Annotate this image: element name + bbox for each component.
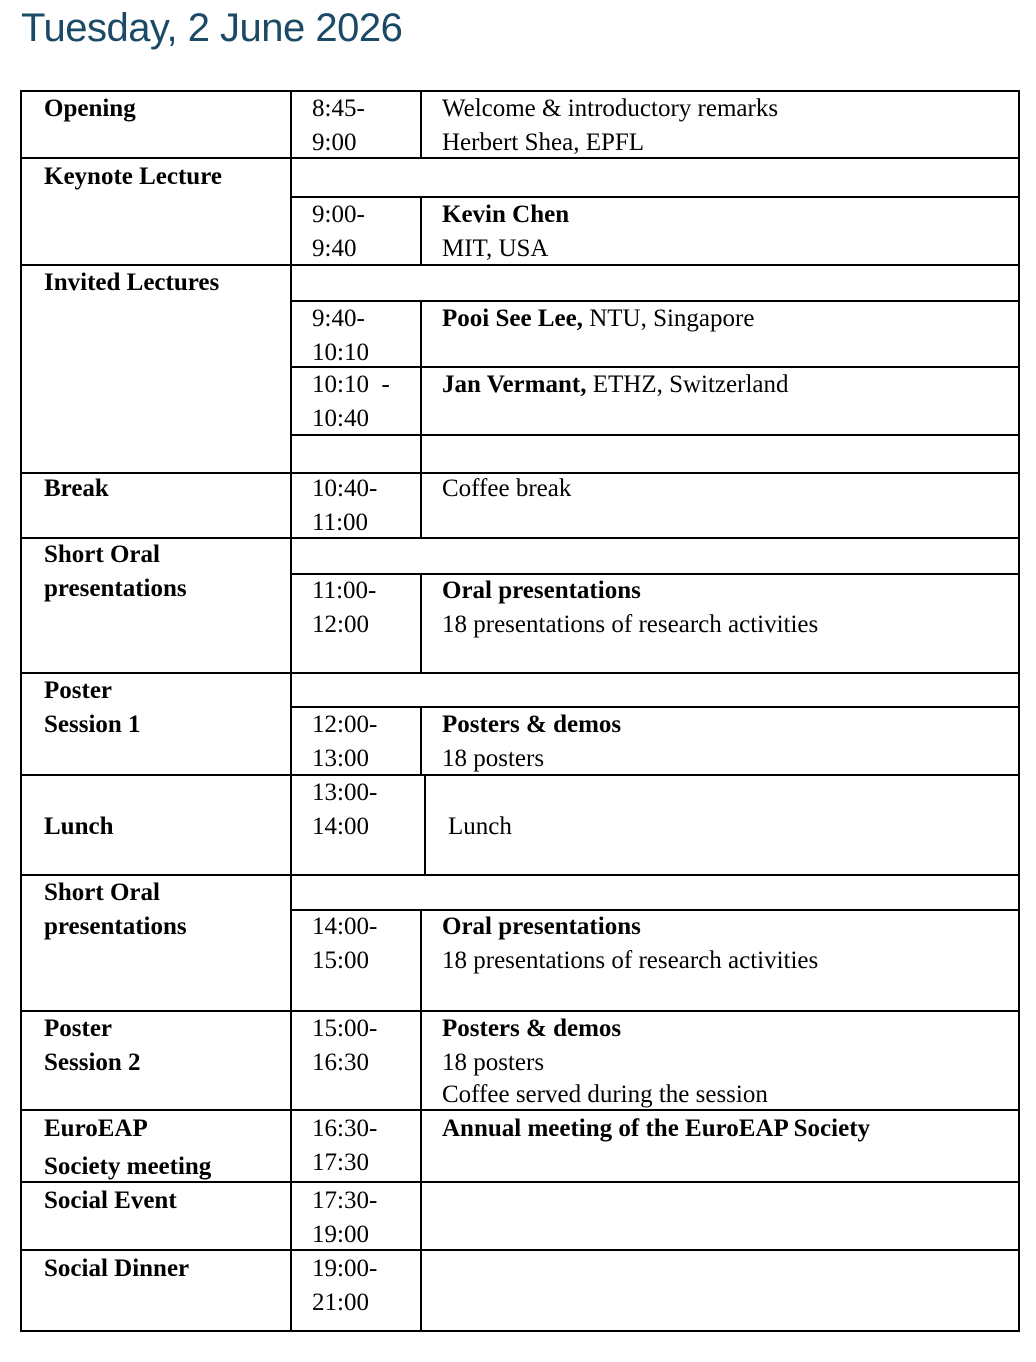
time-start: 9:00- [312, 201, 365, 228]
time-start: 13:00- [312, 779, 378, 806]
table-border-left [20, 90, 22, 1332]
session-label: presentations [44, 913, 187, 940]
column-divider-time [420, 909, 422, 1332]
session-description: 18 presentations of research activities [442, 947, 819, 974]
speaker-affiliation: ETHZ, Switzerland [586, 371, 789, 398]
time-start: 17:30- [312, 1187, 378, 1214]
session-description: Lunch [448, 813, 512, 840]
time-end: 17:30 [312, 1149, 369, 1176]
session-description: Welcome & introductory remarks [442, 95, 779, 122]
time-end: 16:30 [312, 1049, 369, 1076]
time-end: 13:00 [312, 745, 369, 772]
session-description: Coffee break [442, 475, 572, 502]
session-title: Oral presentations [442, 913, 641, 940]
session-label: Short Oral [44, 879, 160, 906]
time-end: 9:00 [312, 129, 357, 156]
time-end: 21:00 [312, 1289, 369, 1316]
session-label: Opening [44, 95, 136, 122]
talk-entry [442, 302, 754, 336]
speaker-affiliation: NTU, Singapore [582, 305, 755, 332]
session-label: Break [44, 475, 109, 502]
row-divider [20, 672, 1020, 674]
column-divider-time [420, 573, 422, 672]
time-start: 10:10 - [312, 371, 390, 398]
subrow-divider [290, 909, 1020, 911]
session-title: Posters & demos [442, 1015, 622, 1042]
time-end: 10:40 [312, 405, 369, 432]
session-label: Society meeting [44, 1153, 212, 1180]
talk-entry [442, 368, 789, 402]
session-note: Coffee served during the session [442, 1081, 768, 1108]
speaker-affiliation: MIT, USA [442, 235, 549, 262]
time-start: 16:30- [312, 1115, 378, 1142]
speaker-name: Pooi See Lee, [442, 305, 583, 332]
session-label: Social Event [44, 1187, 177, 1214]
time-end: 10:10 [312, 339, 369, 366]
subrow-divider [290, 196, 1020, 198]
time-start: 9:40- [312, 305, 365, 332]
time-end: 9:40 [312, 235, 357, 262]
time-start: 10:40- [312, 475, 378, 502]
speaker-name: Jan Vermant, [442, 371, 587, 398]
time-start: 8:45- [312, 95, 365, 122]
time-start: 11:00- [312, 577, 377, 604]
time-end: 12:00 [312, 611, 369, 638]
session-description: 18 posters [442, 745, 545, 772]
column-divider-time [420, 90, 422, 158]
session-label: presentations [44, 575, 187, 602]
row-divider [20, 874, 1020, 876]
session-description: 18 presentations of research activities [442, 611, 819, 638]
time-end: 14:00 [312, 813, 369, 840]
session-label: Session 1 [44, 711, 141, 738]
session-label: Lunch [44, 813, 114, 840]
session-description: 18 posters [442, 1049, 545, 1076]
session-label: Poster [44, 1015, 113, 1042]
session-label: Session 2 [44, 1049, 141, 1076]
time-end: 15:00 [312, 947, 369, 974]
session-label: Social Dinner [44, 1255, 190, 1282]
column-divider-time [424, 775, 426, 875]
time-start: 19:00- [312, 1255, 378, 1282]
session-title: Oral presentations [442, 577, 641, 604]
time-start: 15:00- [312, 1015, 378, 1042]
session-title: Annual meeting of the EuroEAP Society [442, 1115, 871, 1142]
time-end: 19:00 [312, 1221, 369, 1248]
session-title: Posters & demos [442, 711, 622, 738]
row-divider [20, 1249, 1020, 1251]
speaker: Herbert Shea, EPFL [442, 129, 645, 156]
column-divider-label [290, 90, 292, 1332]
time-end: 11:00 [312, 509, 369, 536]
speaker-name: Kevin Chen [442, 201, 570, 228]
page-title: Tuesday, 2 June 2026 [21, 6, 403, 50]
time-start: 12:00- [312, 711, 378, 738]
column-divider-time [420, 300, 422, 538]
subrow-divider [290, 706, 1020, 708]
column-divider-time [420, 706, 422, 775]
subrow-divider [290, 434, 1020, 436]
table-border-right [1018, 90, 1020, 1332]
session-label: Keynote Lecture [44, 163, 222, 190]
session-label: EuroEAP [44, 1115, 148, 1142]
row-divider [20, 537, 1020, 539]
session-label: Poster [44, 677, 113, 704]
subrow-divider [290, 573, 1020, 575]
time-start: 14:00- [312, 913, 378, 940]
column-divider-time [420, 196, 422, 264]
session-label: Invited Lectures [44, 269, 220, 296]
session-label: Short Oral [44, 541, 160, 568]
row-divider [20, 1330, 1020, 1332]
